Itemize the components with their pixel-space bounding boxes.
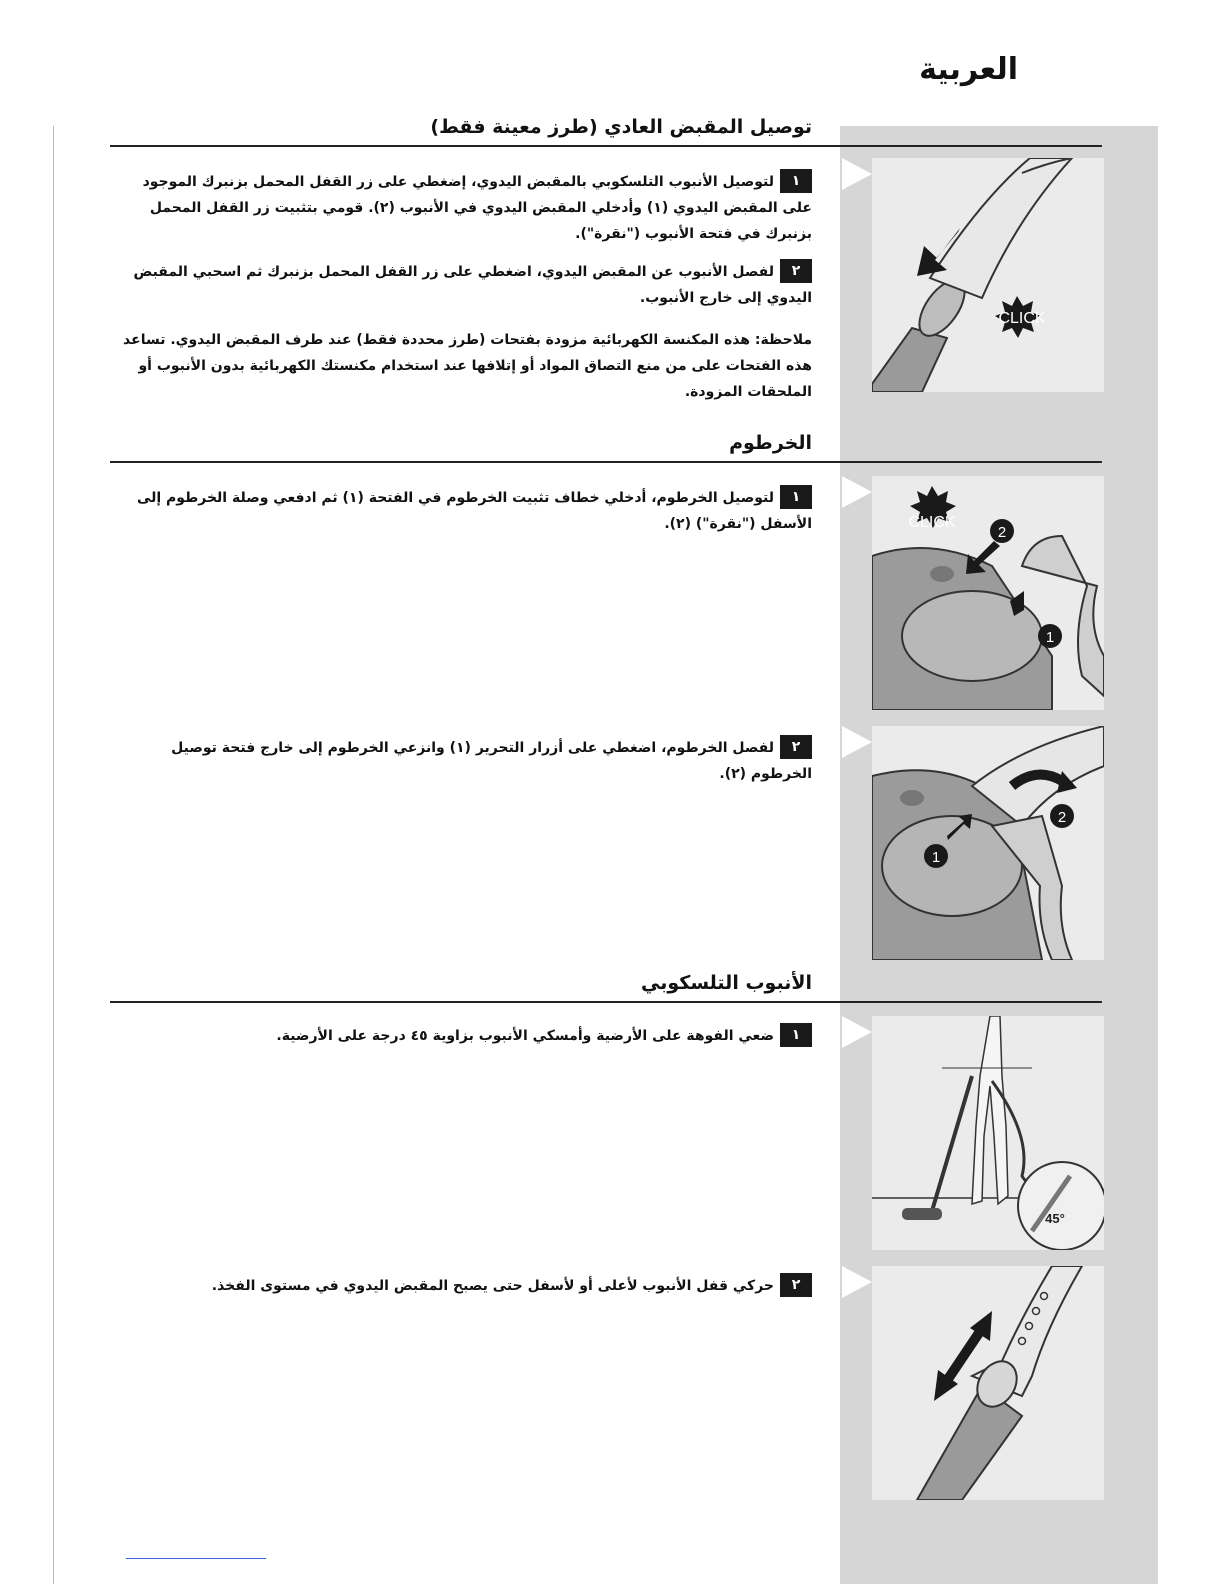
footer-link-underline (126, 1558, 266, 1559)
callout-1: 1 (1045, 629, 1055, 646)
figure-handle-tube (872, 158, 1104, 392)
callout-2: 2 (997, 524, 1007, 541)
callout-2: 2 (1057, 809, 1067, 826)
figure-hose-connect (872, 476, 1104, 710)
step-number: ٢ (780, 259, 812, 283)
step-text: ضعي الفوهة على الأرضية وأمسكي الأنبوب بزاوية ٤٥ درجة على الأرضية. (276, 1028, 774, 1044)
step-item (122, 735, 812, 787)
figure-pointer (842, 1266, 872, 1298)
section-title-telescopic-tube: الأنبوب التلسكوبي (641, 972, 812, 994)
step-text: حركي قفل الأنبوب لأعلى أو لأسفل حتى يصبح المقبض اليدوي في مستوى الفخذ. (211, 1278, 774, 1294)
step-number: ٢ (780, 1273, 812, 1297)
figure-pointer (842, 726, 872, 758)
step-item (122, 169, 812, 247)
figure-pointer (842, 158, 872, 190)
step-item (122, 259, 812, 311)
section-title-handle: توصيل المقبض العادي (طرز معينة فقط) (430, 116, 812, 138)
step-item (122, 1023, 812, 1049)
section-rule (110, 461, 1102, 463)
step-text: لتوصيل الخرطوم، أدخلي خطاف تثبيت الخرطوم في الفتحة (١) ثم ادفعي وصلة الخرطوم إلى الأسفل ("نقرة") (٢). (136, 490, 812, 532)
step-number: ١ (780, 485, 812, 509)
callout-1: 1 (931, 849, 941, 866)
step-item (122, 485, 812, 537)
step-number: ١ (780, 1023, 812, 1047)
step-item (122, 1273, 812, 1299)
step-text: لفصل الخرطوم، اضغطي على أزرار التحرير (١) وانزعي الخرطوم إلى خارج فتحة توصيل الخرطوم (٢). (171, 740, 812, 782)
section-rule (110, 1001, 1102, 1003)
figure-tube-angle (872, 1016, 1104, 1250)
left-margin-rule (53, 126, 54, 1584)
step-text: لتوصيل الأنبوب التلسكوبي بالمقبض اليدوي، إضغطي على زر القفل المحمل بزنبرك الموجود على المقبض اليدوي (١) وأدخلي المقبض اليدوي في الأنبوب (٢). قومي بتثبيت زر القفل المحمل بزنبرك في فتحة الأنبوب ("نقرة"). (142, 174, 812, 242)
language-title: العربية (919, 52, 1018, 87)
step-text: لفصل الأنبوب عن المقبض اليدوي، اضغطي على زر القفل المحمل بزنبرك ثم اسحبي المقبض اليدوي إلى خارج الأنبوب. (133, 264, 812, 306)
click-label: CLICK (908, 514, 956, 531)
click-label: CLICK (998, 310, 1046, 327)
step-number: ١ (780, 169, 812, 193)
figure-pointer (842, 476, 872, 508)
note-text: ملاحظة: هذه المكنسة الكهربائية مزودة بفتحات (طرز محددة فقط) عند طرف المقبض اليدوي. تساعد هذه الفتحات على من منع التصاق المواد أو إتلافها عند استخدام مكنستك الكهربائية بدون الأنبوب أو الملحقات المزودة. (123, 332, 812, 400)
section-title-hose: الخرطوم (729, 432, 812, 454)
figure-pointer (842, 1016, 872, 1048)
angle-label: 45° (1045, 1211, 1065, 1226)
step-number: ٢ (780, 735, 812, 759)
figure-hose-release (872, 726, 1104, 960)
section-rule (110, 145, 1102, 147)
figure-tube-lock (872, 1266, 1104, 1500)
